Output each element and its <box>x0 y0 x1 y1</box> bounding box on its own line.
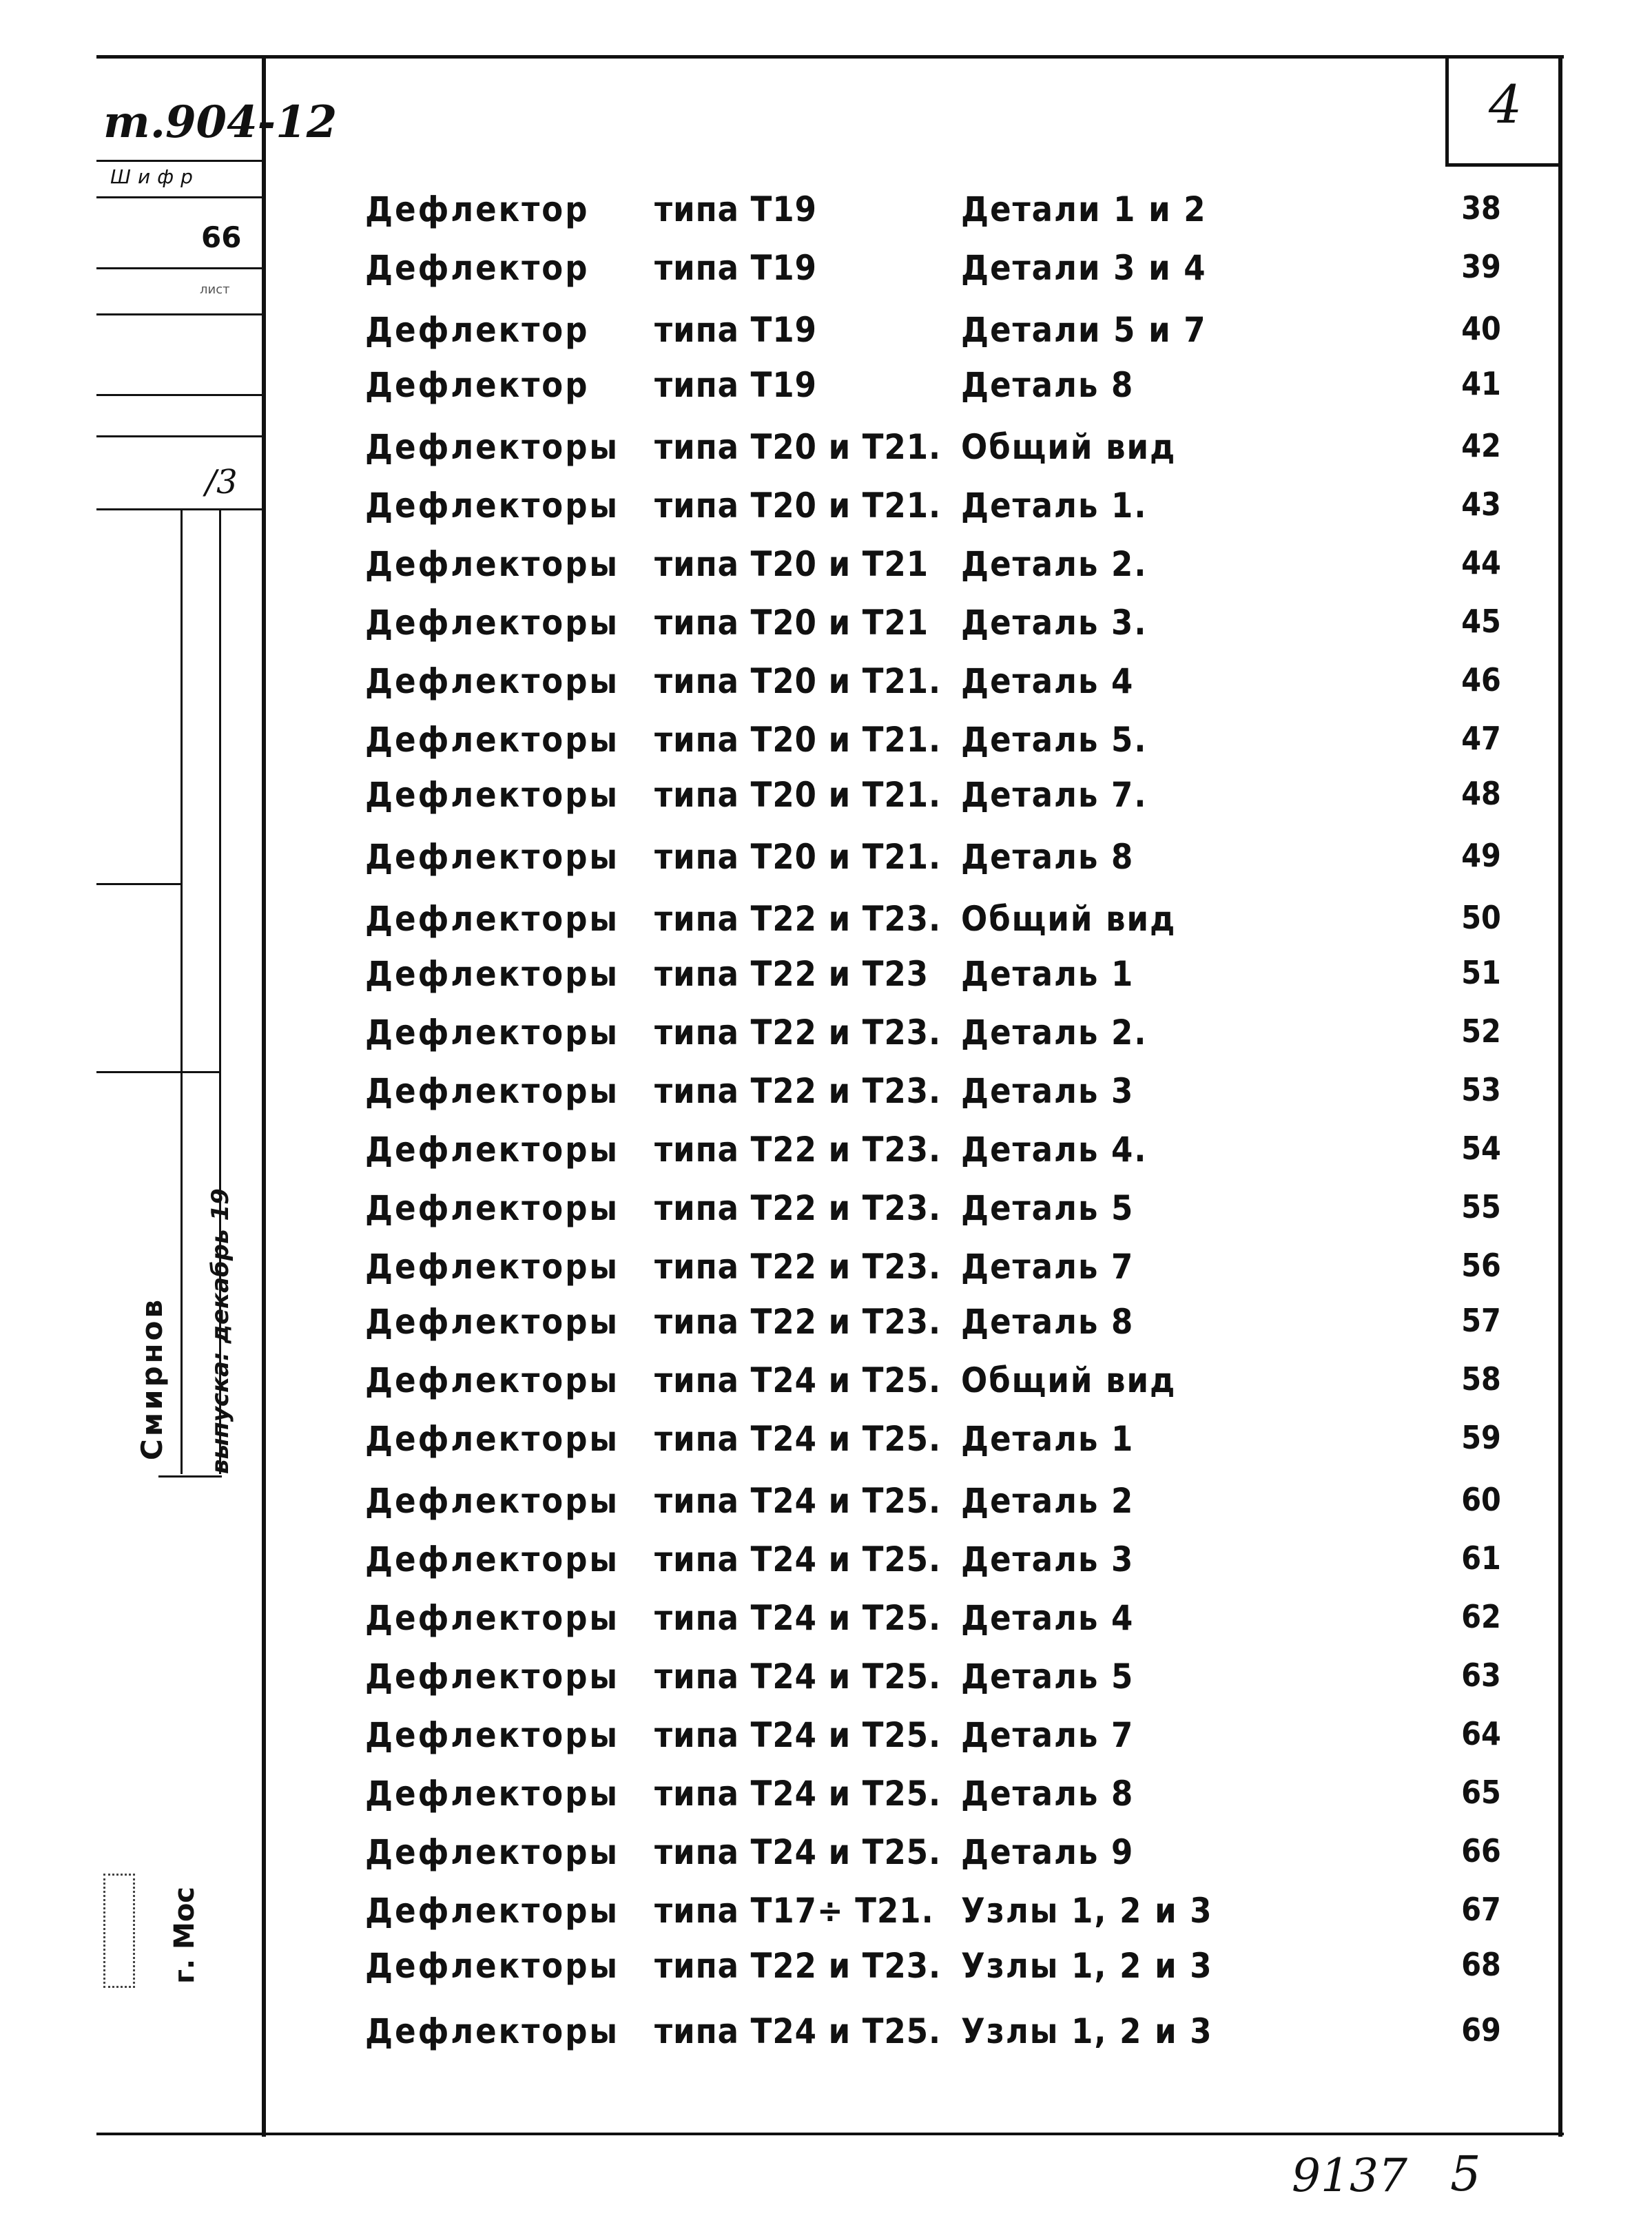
sheet-count: /3 <box>205 463 238 501</box>
item-name: Дефлекторы <box>365 899 620 939</box>
item-page: 40 <box>1461 310 1501 347</box>
item-page: 66 <box>1461 1832 1501 1869</box>
item-type: типа Т24 и Т25. <box>654 1539 942 1579</box>
item-name: Дефлекторы <box>365 1360 620 1400</box>
item-page: 60 <box>1461 1481 1501 1518</box>
item-name: Дефлекторы <box>365 1715 620 1755</box>
list-item <box>0 365 1652 420</box>
list-item <box>0 1598 1652 1653</box>
list-item <box>0 954 1652 1009</box>
list-item <box>0 2011 1652 2066</box>
item-part: Деталь 1 <box>961 1419 1135 1459</box>
list-item <box>0 899 1652 954</box>
item-type: типа Т20 и Т21. <box>654 427 942 467</box>
item-name: Дефлекторы <box>365 1419 620 1459</box>
list-item <box>0 1071 1652 1126</box>
list-item <box>0 1419 1652 1474</box>
item-name: Дефлекторы <box>365 837 620 877</box>
list-item <box>0 189 1652 245</box>
item-type: типа Т20 и Т21. <box>654 661 942 701</box>
item-type: типа Т19 <box>654 310 817 350</box>
list-item <box>0 1539 1652 1595</box>
item-page: 41 <box>1461 365 1501 402</box>
release-date: выпуска: декабрь 19 <box>207 1188 234 1474</box>
item-page: 49 <box>1461 837 1501 874</box>
item-part: Деталь 1 <box>961 954 1135 994</box>
list-item <box>0 486 1652 541</box>
item-name: Дефлекторы <box>365 603 620 643</box>
item-page: 69 <box>1461 2011 1501 2049</box>
item-part: Деталь 4 <box>961 661 1135 701</box>
list-item <box>0 1130 1652 1185</box>
list-item <box>0 248 1652 303</box>
list-item <box>0 720 1652 775</box>
item-page: 42 <box>1461 427 1501 464</box>
list-item <box>0 1247 1652 1302</box>
item-part: Деталь 8 <box>961 365 1135 405</box>
item-part: Общий вид <box>961 427 1177 467</box>
item-page: 52 <box>1461 1013 1501 1050</box>
item-type: типа Т22 и Т23. <box>654 899 942 939</box>
archive-number: 9137 <box>1292 2149 1407 2202</box>
list-item <box>0 1188 1652 1243</box>
item-type: типа Т22 и Т23. <box>654 1946 942 1986</box>
item-page: 58 <box>1461 1360 1501 1398</box>
organization: г. Мос <box>169 1886 200 1984</box>
item-type: типа Т20 и Т21. <box>654 775 942 815</box>
item-type: типа Т24 и Т25. <box>654 1481 942 1521</box>
item-name: Дефлекторы <box>365 661 620 701</box>
item-part: Деталь 3 <box>961 1071 1135 1111</box>
item-name: Дефлекторы <box>365 1657 620 1697</box>
item-name: Дефлекторы <box>365 1832 620 1872</box>
item-page: 54 <box>1461 1130 1501 1167</box>
list-item <box>0 775 1652 830</box>
item-type: типа Т19 <box>654 189 817 229</box>
item-type: типа Т24 и Т25. <box>654 1832 942 1872</box>
list-item <box>0 661 1652 716</box>
item-part: Деталь 7. <box>961 775 1148 815</box>
item-part: Деталь 3 <box>961 1539 1135 1579</box>
item-name: Дефлекторы <box>365 775 620 815</box>
item-part: Деталь 1. <box>961 486 1148 526</box>
item-type: типа Т20 и Т21. <box>654 837 942 877</box>
item-name: Дефлекторы <box>365 1774 620 1814</box>
item-part: Деталь 5 <box>961 1657 1135 1697</box>
item-page: 46 <box>1461 661 1501 698</box>
item-type: типа Т24 и Т25. <box>654 1598 942 1638</box>
item-type: типа Т20 и Т21. <box>654 486 942 526</box>
item-type: типа Т24 и Т25. <box>654 1360 942 1400</box>
item-type: типа Т20 и Т21 <box>654 544 929 584</box>
item-type: типа Т20 и Т21 <box>654 603 929 643</box>
stamp-hline-1 <box>96 160 262 162</box>
item-part: Деталь 4. <box>961 1130 1148 1170</box>
list-item <box>0 1891 1652 1946</box>
doc-code: т.904-12 <box>103 96 338 148</box>
item-type: типа Т24 и Т25. <box>654 1715 942 1755</box>
item-part: Узлы 1, 2 и 3 <box>961 2011 1213 2051</box>
item-type: типа Т24 и Т25. <box>654 2011 942 2051</box>
cipher-label: Шифр <box>110 165 200 188</box>
item-name: Дефлекторы <box>365 1071 620 1111</box>
item-part: Деталь 2. <box>961 1013 1148 1053</box>
item-name: Дефлекторы <box>365 1891 620 1931</box>
item-page: 64 <box>1461 1715 1501 1752</box>
item-type: типа Т20 и Т21. <box>654 720 942 760</box>
item-part: Деталь 8 <box>961 1302 1135 1342</box>
item-page: 56 <box>1461 1247 1501 1284</box>
item-type: типа Т22 и Т23. <box>654 1013 942 1053</box>
item-page: 55 <box>1461 1188 1501 1225</box>
list-item <box>0 1360 1652 1416</box>
item-part: Деталь 8 <box>961 837 1135 877</box>
item-part: Деталь 3. <box>961 603 1148 643</box>
item-type: типа Т24 и Т25. <box>654 1657 942 1697</box>
item-name: Дефлекторы <box>365 2011 620 2051</box>
list-item <box>0 837 1652 892</box>
item-page: 57 <box>1461 1302 1501 1339</box>
sheet-number-box <box>1445 59 1562 167</box>
item-name: Дефлекторы <box>365 1130 620 1170</box>
item-part: Деталь 8 <box>961 1774 1135 1814</box>
list-item <box>0 1302 1652 1357</box>
list-item <box>0 544 1652 599</box>
item-page: 53 <box>1461 1071 1501 1108</box>
item-type: типа Т19 <box>654 248 817 288</box>
item-part: Деталь 9 <box>961 1832 1135 1872</box>
list-item <box>0 1832 1652 1887</box>
item-page: 59 <box>1461 1419 1501 1456</box>
item-name: Дефлектор <box>365 189 590 229</box>
item-type: типа Т24 и Т25. <box>654 1419 942 1459</box>
item-type: типа Т22 и Т23 <box>654 954 929 994</box>
item-part: Детали 3 и 4 <box>961 248 1207 288</box>
item-name: Дефлекторы <box>365 1013 620 1053</box>
item-name: Дефлекторы <box>365 1598 620 1638</box>
sheet-number: 4 <box>1488 74 1522 135</box>
item-part: Деталь 2. <box>961 544 1148 584</box>
item-part: Детали 5 и 7 <box>961 310 1207 350</box>
item-page: 39 <box>1461 248 1501 285</box>
item-name: Дефлекторы <box>365 1247 620 1287</box>
list-item <box>0 1481 1652 1536</box>
item-type: типа Т24 и Т25. <box>654 1774 942 1814</box>
item-part: Деталь 4 <box>961 1598 1135 1638</box>
item-page: 63 <box>1461 1657 1501 1694</box>
item-part: Детали 1 и 2 <box>961 189 1207 229</box>
item-page: 45 <box>1461 603 1501 640</box>
item-name: Дефлекторы <box>365 427 620 467</box>
item-name: Дефлектор <box>365 248 590 288</box>
sheet-label: лист <box>200 282 230 297</box>
item-page: 62 <box>1461 1598 1501 1635</box>
item-page: 48 <box>1461 775 1501 812</box>
list-item <box>0 427 1652 482</box>
list-item <box>0 603 1652 658</box>
item-type: типа Т22 и Т23. <box>654 1247 942 1287</box>
item-type: типа Т22 и Т23. <box>654 1130 942 1170</box>
item-page: 65 <box>1461 1774 1501 1811</box>
item-page: 68 <box>1461 1946 1501 1983</box>
item-name: Дефлектор <box>365 310 590 350</box>
person-name: Смирнов <box>135 1296 169 1460</box>
item-name: Дефлекторы <box>365 720 620 760</box>
item-name: Дефлекторы <box>365 1188 620 1228</box>
cipher-value: 66 <box>201 220 242 254</box>
list-item <box>0 310 1652 365</box>
item-page: 44 <box>1461 544 1501 581</box>
item-type: типа Т22 и Т23. <box>654 1302 942 1342</box>
item-part: Деталь 2 <box>961 1481 1135 1521</box>
item-part: Деталь 7 <box>961 1715 1135 1755</box>
item-name: Дефлекторы <box>365 486 620 526</box>
stamp-hline-10 <box>158 1475 222 1478</box>
item-name: Дефлектор <box>365 365 590 405</box>
frame-top-border <box>96 55 1564 59</box>
list-item <box>0 1657 1652 1712</box>
item-type: типа Т17÷ Т21. <box>654 1891 934 1931</box>
item-page: 47 <box>1461 720 1501 757</box>
item-part: Узлы 1, 2 и 3 <box>961 1891 1213 1931</box>
item-part: Общий вид <box>961 899 1177 939</box>
item-name: Дефлекторы <box>365 1946 620 1986</box>
footer-page-number: 5 <box>1450 2146 1481 2202</box>
item-part: Общий вид <box>961 1360 1177 1400</box>
list-item <box>0 1774 1652 1829</box>
item-name: Дефлекторы <box>365 1481 620 1521</box>
item-part: Узлы 1, 2 и 3 <box>961 1946 1213 1986</box>
item-page: 67 <box>1461 1891 1501 1928</box>
item-page: 61 <box>1461 1539 1501 1577</box>
item-part: Деталь 5. <box>961 720 1148 760</box>
item-type: типа Т19 <box>654 365 817 405</box>
item-name: Дефлекторы <box>365 544 620 584</box>
item-part: Деталь 5 <box>961 1188 1135 1228</box>
item-page: 43 <box>1461 486 1501 523</box>
item-part: Деталь 7 <box>961 1247 1135 1287</box>
list-item <box>0 1946 1652 2001</box>
item-type: типа Т22 и Т23. <box>654 1071 942 1111</box>
item-page: 51 <box>1461 954 1501 991</box>
item-page: 50 <box>1461 899 1501 936</box>
item-type: типа Т22 и Т23. <box>654 1188 942 1228</box>
item-page: 38 <box>1461 189 1501 227</box>
frame-bottom-border <box>96 2133 1564 2135</box>
item-name: Дефлекторы <box>365 1302 620 1342</box>
list-item <box>0 1715 1652 1770</box>
list-item <box>0 1013 1652 1068</box>
item-name: Дефлекторы <box>365 954 620 994</box>
item-name: Дефлекторы <box>365 1539 620 1579</box>
